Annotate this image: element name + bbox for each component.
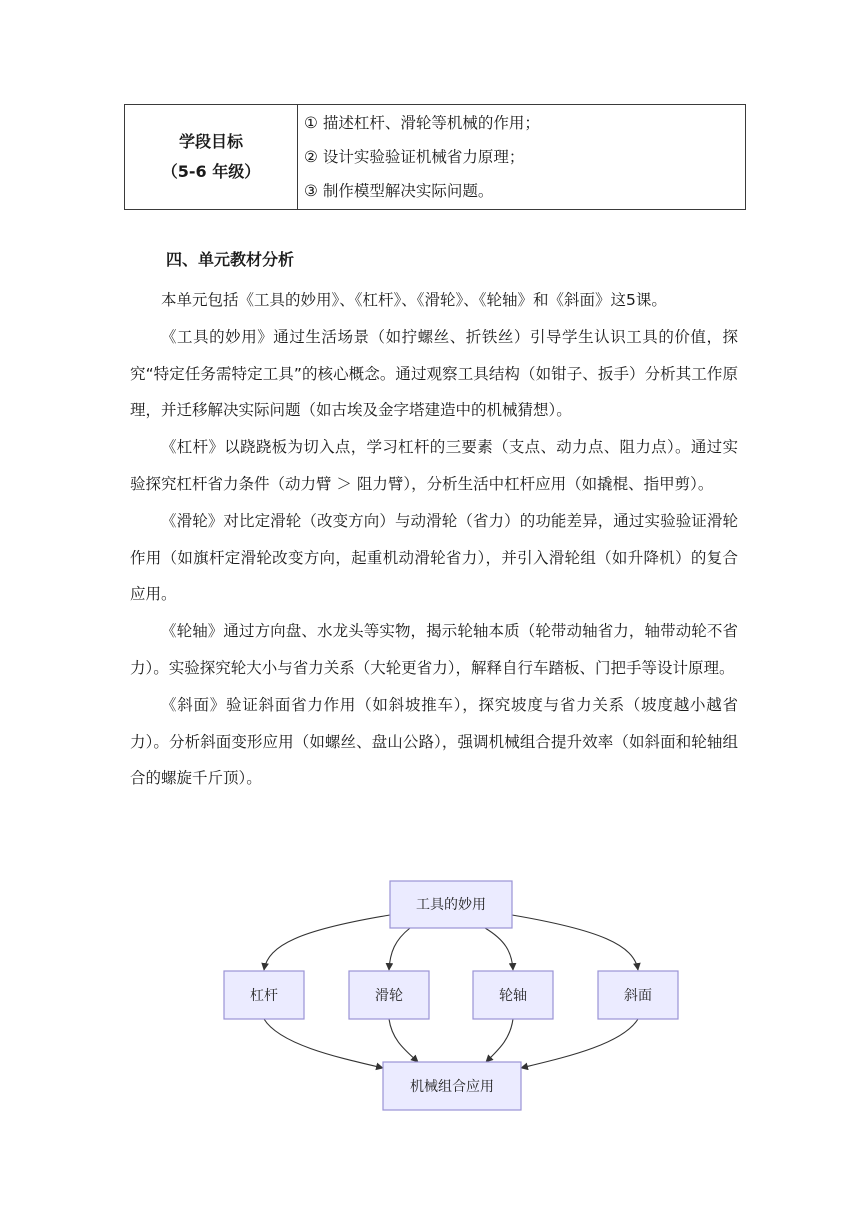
paragraph-pulley: 《滑轮》对比定滑轮（改变方向）与动滑轮（省力）的功能差异，通过实验验证滑轮作用（如旗杆定滑轮改变方向，起重机动滑轮省力），并引入滑轮组（如升降机）的复合应用。 [130,511,738,604]
edge-lever-bottom [264,1019,383,1068]
section-title: 四、单元教材分析 [166,250,295,269]
node-lever [224,971,304,1019]
paragraph-overview: 本单元包括《工具的妙用》、《杠杆》、《滑轮》、《轮轴》和《斜面》这5课。 [161,291,667,309]
goal-label-title: 学段目标 [178,132,243,151]
goal-item: ③ 制作模型解决实际问题。 [304,182,494,200]
paragraph-tools: 《工具的妙用》通过生活场景（如拧螺丝、折铁丝）引导学生认识工具的价值，探究“特定任务需特定工具”的核心概念。通过观察工具结构（如钳子、扳手）分析其工作原理，并迁移解决实际问题（如古埃及金字塔建造中的机械猜想）。 [130,327,738,420]
node-lever-label: 杠杆 [250,988,278,1004]
node-wheel-axle [473,971,553,1019]
node-combination [383,1062,521,1110]
paragraph-lever: 《杠杆》以跷跷板为切入点，学习杠杆的三要素（支点、动力点、阻力点）。通过实验探究杠杆省力条件（动力臂 ＞ 阻力臂），分析生活中杠杆应用（如撬棍、指甲剪）。 [130,438,738,493]
node-tools [390,881,512,928]
node-combination-label: 机械组合应用 [410,1079,494,1095]
edge-top-pulley [389,928,410,970]
edge-incline-bottom [521,1019,638,1068]
node-tools-label: 工具的妙用 [416,897,486,913]
goal-item: ② 设计实验验证机械省力原理； [304,148,525,166]
goal-item: ① 描述杠杆、滑轮等机械的作用； [304,114,540,132]
node-wheel-axle-label: 轮轴 [499,988,527,1004]
paragraph-incline: 《斜面》验证斜面省力作用（如斜坡推车），探究坡度与省力关系（坡度越小越省力）。分析斜面变形应用（如螺丝、盘山公路），强调机械组合提升效率（如斜面和轮轴组合的螺旋千斤顶）。 [130,695,738,788]
node-incline-label: 斜面 [624,988,652,1004]
edge-top-lever [264,915,390,970]
edge-top-incline [512,915,638,970]
edge-wheel-axle-bottom [486,1019,513,1062]
node-pulley [349,971,429,1019]
paragraph-wheel-axle: 《轮轴》通过方向盘、水龙头等实物，揭示轮轴本质（轮带动轴省力，轴带动轮不省力）。实验探究轮大小与省力关系（大轮更省力），解释自行车踏板、门把手等设计原理。 [130,622,738,677]
goal-label-grade: （5-6 年级） [161,162,261,181]
node-pulley-label: 滑轮 [375,988,403,1004]
node-incline [598,971,678,1019]
edge-pulley-bottom [389,1019,418,1062]
edge-top-wheel-axle [485,928,513,970]
